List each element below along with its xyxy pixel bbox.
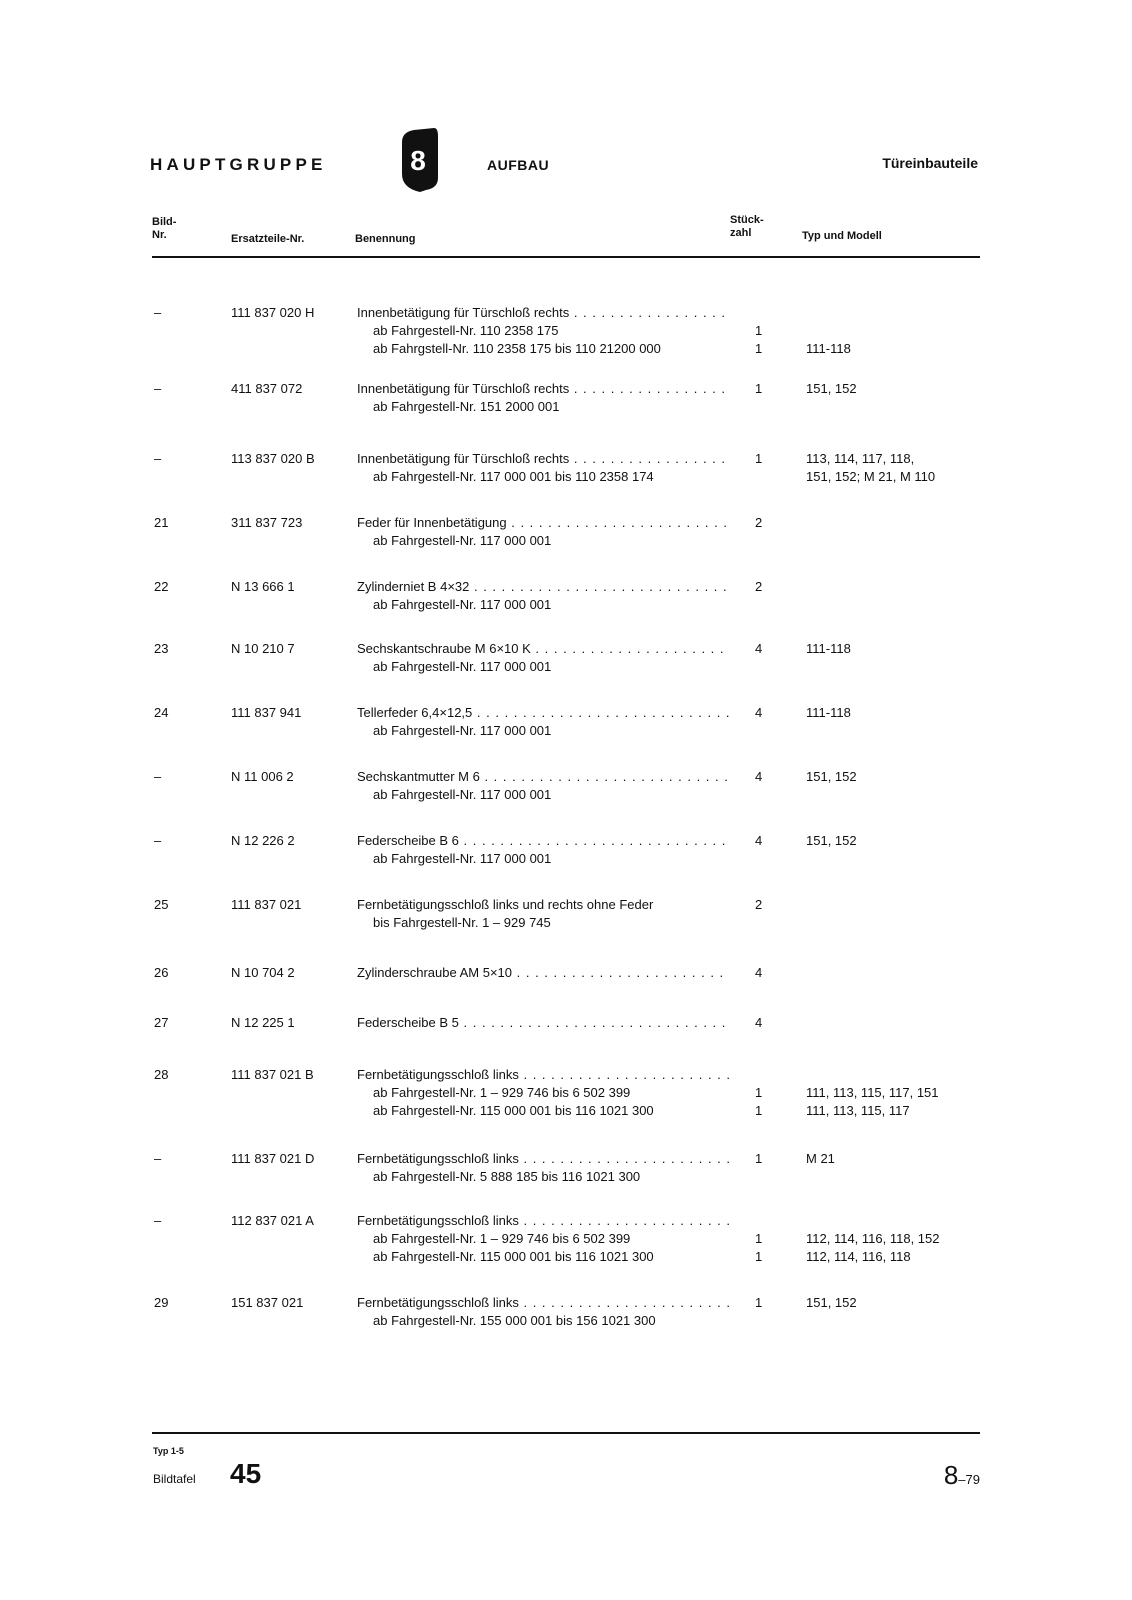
- description-title: Federscheibe B 5 . . .: [357, 1014, 729, 1032]
- type-model: [806, 964, 976, 982]
- table-row: [0, 832, 1132, 898]
- quantity: [755, 768, 775, 804]
- quantity-value: [755, 722, 775, 740]
- description: [357, 1212, 729, 1266]
- description-detail: ab Fahrgestell-Nr. 117 000 001: [373, 597, 552, 612]
- description-title: Sechskantschraube M 6×10 K . . .: [357, 640, 729, 658]
- quantity-value: 1: [755, 1103, 763, 1118]
- description-detail: ab Fahrgestell-Nr. 1 – 929 746 bis 6 502 399: [373, 1085, 631, 1100]
- description-detail: ab Fahrgestell-Nr. 115 000 001 bis 116 1021 300: [373, 1249, 654, 1264]
- col-header-qty: Stück- zahl: [730, 214, 764, 239]
- type-model-value: 111, 113, 115, 117, 151: [806, 1085, 939, 1100]
- quantity-value: 4: [755, 641, 763, 656]
- quantity-value: [755, 1168, 775, 1186]
- type-model: [806, 578, 976, 614]
- type-model: [806, 896, 976, 932]
- description-title: Fernbetätigungsschloß links . . .: [357, 1066, 729, 1084]
- description-title: Zylinderschraube AM 5×10 . . .: [357, 964, 729, 982]
- quantity-value: 1: [755, 1085, 763, 1100]
- description-detail: bis Fahrgestell-Nr. 1 – 929 745: [373, 915, 551, 930]
- bild-number: 27: [154, 1015, 169, 1030]
- quantity-value: [755, 532, 775, 550]
- quantity-value: 2: [755, 579, 763, 594]
- table-row: [0, 640, 1132, 706]
- description-detail: ab Fahrgestell-Nr. 115 000 001 bis 116 1021 300: [373, 1103, 654, 1118]
- description: [357, 514, 729, 550]
- type-model-value: 111-118: [806, 641, 851, 656]
- table-row: [0, 578, 1132, 644]
- description: [357, 640, 729, 676]
- description-title: Fernbetätigungsschloß links und rechts ohne Feder: [357, 897, 654, 912]
- bild-number: 21: [154, 515, 169, 530]
- quantity: [755, 832, 775, 868]
- type-model: [806, 640, 976, 676]
- part-number: 311 837 723: [231, 515, 303, 530]
- type-model-value: 111-118: [806, 341, 851, 356]
- quantity-value: 1: [755, 1231, 763, 1246]
- description-title: Sechskantmutter M 6 . . .: [357, 768, 729, 786]
- table-row: [0, 514, 1132, 580]
- description-detail: ab Fahrgestell-Nr. 155 000 001 bis 156 1021 300: [373, 1313, 656, 1328]
- quantity-value: 4: [755, 965, 763, 980]
- quantity: [755, 964, 775, 982]
- bild-number: 25: [154, 897, 169, 912]
- quantity-value: 1: [755, 1249, 763, 1264]
- quantity: [755, 1212, 775, 1266]
- quantity-value: 2: [755, 897, 763, 912]
- type-model: [806, 450, 976, 486]
- description-detail: ab Fahrgestell-Nr. 151 2000 001: [373, 399, 560, 414]
- type-model: [806, 1294, 976, 1330]
- description-title: Feder für Innenbetätigung . . .: [357, 514, 729, 532]
- bild-number: –: [154, 833, 162, 848]
- type-model-value: 151, 152: [806, 833, 857, 848]
- type-model-value: [806, 514, 976, 532]
- type-model-value: 151, 152: [806, 381, 857, 396]
- table-row: [0, 380, 1132, 446]
- bild-number: –: [154, 451, 162, 466]
- footer-typ: Typ 1-5: [153, 1446, 184, 1456]
- bild-number: 22: [154, 579, 169, 594]
- description-detail: ab Fahrgestell-Nr. 117 000 001 bis 110 2358 174: [373, 469, 654, 484]
- type-model-value: 113, 114, 117, 118,: [806, 451, 915, 466]
- bild-number: 26: [154, 965, 169, 980]
- subsection-title: Türeinbauteile: [882, 155, 978, 171]
- part-number: N 13 666 1: [231, 579, 295, 594]
- description-detail: ab Fahrgestell-Nr. 5 888 185 bis 116 1021 300: [373, 1169, 641, 1184]
- quantity-value: [755, 304, 775, 322]
- bild-number: –: [154, 381, 162, 396]
- quantity-value: 4: [755, 1015, 763, 1030]
- quantity-value: 4: [755, 705, 763, 720]
- bild-number: 28: [154, 1067, 169, 1082]
- quantity: [755, 578, 775, 614]
- bild-number: –: [154, 1151, 162, 1166]
- quantity: [755, 704, 775, 740]
- part-number: 111 837 021 D: [231, 1151, 315, 1166]
- quantity-value: 1: [755, 451, 763, 466]
- quantity: [755, 304, 775, 358]
- quantity: [755, 1066, 775, 1120]
- description-detail: ab Fahrgestell-Nr. 1 – 929 746 bis 6 502 399: [373, 1231, 631, 1246]
- type-model-value: [806, 850, 976, 868]
- part-number: 111 837 941: [231, 705, 302, 720]
- type-model-value: [806, 964, 976, 982]
- part-number: N 10 704 2: [231, 965, 295, 980]
- part-number: 151 837 021: [231, 1295, 304, 1310]
- type-model-value: 111-118: [806, 705, 851, 720]
- quantity-value: 1: [755, 341, 763, 356]
- quantity: [755, 640, 775, 676]
- table-row: [0, 304, 1132, 370]
- type-model-value: [806, 532, 976, 550]
- type-model-value: [806, 1168, 976, 1186]
- plate-number: 45: [230, 1458, 262, 1489]
- quantity-value: 1: [755, 1295, 763, 1310]
- description-title: Federscheibe B 6 . . .: [357, 832, 729, 850]
- bild-number: –: [154, 305, 162, 320]
- description: [357, 1150, 729, 1186]
- type-model: [806, 380, 976, 416]
- type-model: [806, 832, 976, 868]
- part-number: 113 837 020 B: [231, 451, 315, 466]
- footer-label: Bildtafel: [153, 1472, 196, 1486]
- part-number: N 10 210 7: [231, 641, 295, 656]
- table-row: [0, 896, 1132, 962]
- table-row: [0, 450, 1132, 516]
- type-model: [806, 704, 976, 740]
- part-number: N 12 226 2: [231, 833, 295, 848]
- quantity-value: 1: [755, 381, 763, 396]
- part-number: 111 837 020 H: [231, 305, 315, 320]
- type-model-value: [806, 398, 976, 416]
- description: [357, 832, 729, 868]
- description: [357, 1014, 729, 1032]
- description: [357, 768, 729, 804]
- type-model-value: [806, 322, 976, 340]
- description-title: Innenbetätigung für Türschloß rechts . . .: [357, 304, 729, 322]
- description-detail: ab Fahrgestell-Nr. 117 000 001: [373, 659, 552, 674]
- part-number: 112 837 021 A: [231, 1213, 314, 1228]
- description-title: Fernbetätigungsschloß links . . .: [357, 1150, 729, 1168]
- type-model-value: 151, 152: [806, 769, 857, 784]
- type-model-value: 112, 114, 116, 118, 152: [806, 1231, 940, 1246]
- description: [357, 964, 729, 982]
- description-detail: ab Fahrgestell-Nr. 110 2358 175: [373, 323, 559, 338]
- part-number: 411 837 072: [231, 381, 303, 396]
- header-rule: [152, 256, 980, 258]
- quantity-value: [755, 1066, 775, 1084]
- type-model: [806, 304, 976, 358]
- part-number: 111 837 021: [231, 897, 302, 912]
- quantity-value: [755, 596, 775, 614]
- quantity: [755, 896, 775, 932]
- bild-number: –: [154, 769, 162, 784]
- description: [357, 1066, 729, 1120]
- bild-number: –: [154, 1213, 162, 1228]
- group-number-badge: [396, 128, 440, 192]
- description: [357, 304, 729, 358]
- type-model: [806, 514, 976, 550]
- type-model-value: [806, 1014, 976, 1032]
- description-detail: ab Fahrgestell-Nr. 117 000 001: [373, 851, 552, 866]
- description: [357, 380, 729, 416]
- type-model-value: 151, 152; M 21, M 110: [806, 469, 936, 484]
- quantity-value: 4: [755, 833, 763, 848]
- quantity: [755, 450, 775, 486]
- type-model-value: M 21: [806, 1151, 835, 1166]
- type-model: [806, 768, 976, 804]
- quantity-value: [755, 1312, 775, 1330]
- type-model-value: [806, 786, 976, 804]
- table-row: [0, 1212, 1132, 1278]
- table-row: [0, 1150, 1132, 1216]
- col-header-bild: Bild- Nr.: [152, 216, 177, 241]
- section-title: AUFBAU: [487, 157, 550, 173]
- type-model-value: [806, 914, 976, 932]
- description-detail: ab Fahrgstell-Nr. 110 2358 175 bis 110 21200 000: [373, 341, 661, 356]
- footer-rule: [152, 1432, 980, 1434]
- description: [357, 450, 729, 486]
- description: [357, 704, 729, 740]
- quantity-value: 1: [755, 323, 763, 338]
- description-title: Tellerfeder 6,4×12,5 . . .: [357, 704, 729, 722]
- description: [357, 1294, 729, 1330]
- bild-number: 23: [154, 641, 169, 656]
- quantity-value: [755, 914, 775, 932]
- col-header-part: Ersatzteile-Nr.: [231, 233, 305, 245]
- description-title: Fernbetätigungsschloß links . . .: [357, 1294, 729, 1312]
- description-title: Zylinderniet B 4×32 . . .: [357, 578, 729, 596]
- bild-number: 24: [154, 705, 169, 720]
- description-detail: ab Fahrgestell-Nr. 117 000 001: [373, 723, 552, 738]
- type-model: [806, 1014, 976, 1032]
- col-header-name: Benennung: [355, 233, 416, 245]
- type-model-value: [806, 596, 976, 614]
- table-row: [0, 1294, 1132, 1360]
- quantity-value: [755, 398, 775, 416]
- col-header-typ: Typ und Modell: [802, 230, 882, 242]
- type-model: [806, 1150, 976, 1186]
- page-number: 8–79: [943, 1460, 980, 1490]
- type-model-value: [806, 578, 976, 596]
- description-detail: ab Fahrgestell-Nr. 117 000 001: [373, 787, 552, 802]
- quantity-value: 4: [755, 769, 763, 784]
- type-model-value: 112, 114, 116, 118: [806, 1249, 911, 1264]
- quantity-value: 1: [755, 1151, 763, 1166]
- quantity: [755, 1014, 775, 1032]
- table-row: [0, 768, 1132, 834]
- type-model-value: [806, 722, 976, 740]
- type-model-value: [806, 1212, 976, 1230]
- table-row: [0, 704, 1132, 770]
- description: [357, 896, 729, 932]
- part-number: 111 837 021 B: [231, 1067, 314, 1082]
- bild-number: 29: [154, 1295, 169, 1310]
- quantity: [755, 514, 775, 550]
- type-model-value: [806, 1066, 976, 1084]
- part-number: N 11 006 2: [231, 769, 294, 784]
- type-model-value: 151, 152: [806, 1295, 857, 1310]
- quantity-value: [755, 1212, 775, 1230]
- type-model-value: [806, 1312, 976, 1330]
- type-model: [806, 1066, 976, 1120]
- description-title: Fernbetätigungsschloß links . . .: [357, 1212, 729, 1230]
- group-number: 8: [410, 145, 426, 176]
- description-title: Innenbetätigung für Türschloß rechts . . .: [357, 450, 729, 468]
- type-model: [806, 1212, 976, 1266]
- quantity: [755, 1294, 775, 1330]
- quantity-value: [755, 468, 775, 486]
- description-title: Innenbetätigung für Türschloß rechts . . .: [357, 380, 729, 398]
- quantity-value: [755, 850, 775, 868]
- quantity-value: 2: [755, 515, 763, 530]
- type-model-value: [806, 304, 976, 322]
- quantity: [755, 1150, 775, 1186]
- description: [357, 578, 729, 614]
- quantity: [755, 380, 775, 416]
- part-number: N 12 225 1: [231, 1015, 295, 1030]
- type-model-value: [806, 658, 976, 676]
- quantity-value: [755, 658, 775, 676]
- quantity-value: [755, 786, 775, 804]
- group-label: HAUPTGRUPPE: [150, 155, 327, 174]
- table-row: [0, 1066, 1132, 1132]
- type-model-value: [806, 896, 976, 914]
- type-model-value: 111, 113, 115, 117: [806, 1103, 910, 1118]
- description-detail: ab Fahrgestell-Nr. 117 000 001: [373, 533, 552, 548]
